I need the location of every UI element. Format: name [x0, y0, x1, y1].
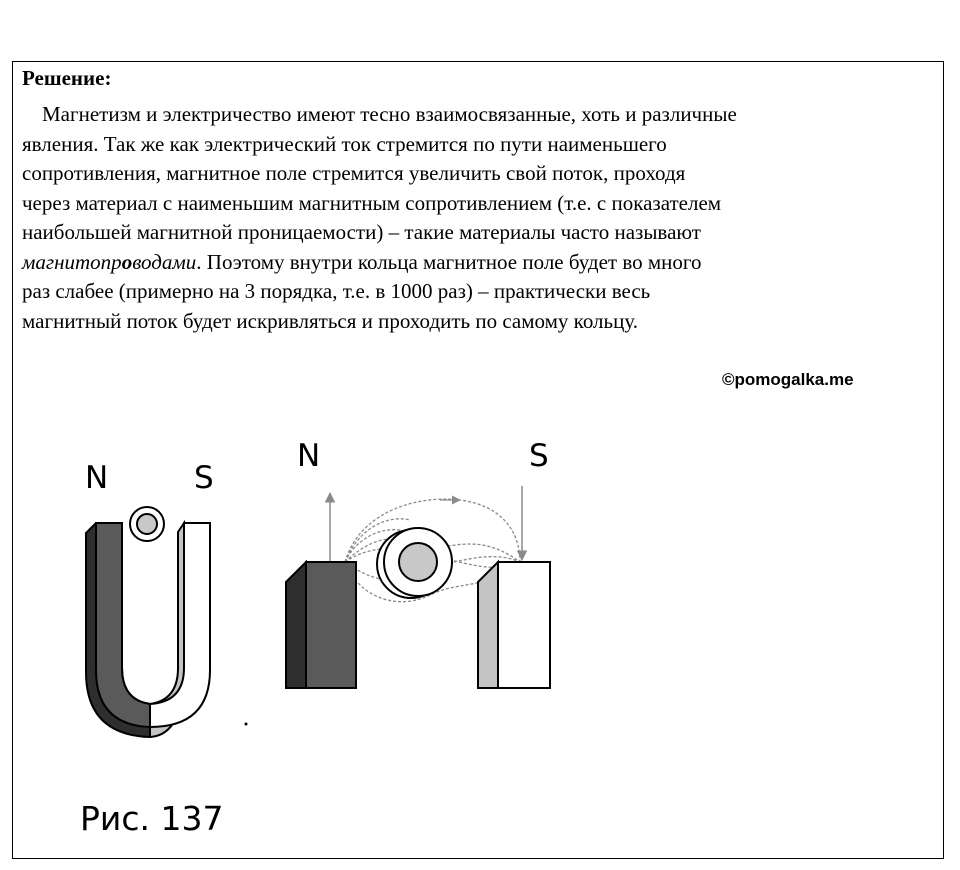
paragraph-line: раз слабее (примерно на 3 порядка, т.е. в 1000 раз) – практически весь	[22, 279, 651, 303]
bar-north-label: N	[297, 438, 321, 474]
paragraph-line: через материал с наименьшим магнитным сопротивлением (т.е. с показателем	[22, 190, 722, 215]
stray-dot	[245, 723, 248, 726]
u-ring-inner	[137, 514, 157, 534]
paragraph-line: Магнетизм и электричество имеют тесно взаимосвязанные, хоть и различные	[42, 102, 737, 126]
bar-magnets	[286, 438, 550, 688]
u-north-label: N	[85, 460, 109, 496]
paragraph-line: сопротивления, магнитное поле стремится увеличить свой поток, проходя	[22, 161, 686, 185]
north-bar-side	[286, 562, 306, 688]
paragraph-line: явления. Так же как электрический ток стремится по пути наименьшего	[22, 131, 667, 156]
italic-term: магнитопр	[22, 249, 122, 274]
paragraph-text: . Поэтому внутри кольца магнитное поле будет во много	[196, 249, 702, 274]
italic-bold-letter: о	[121, 249, 133, 274]
bar-south-label: S	[529, 438, 549, 474]
figure-caption: Рис. 137	[80, 799, 224, 838]
italic-term: водами	[132, 249, 197, 274]
watermark: ©pomogalka.me	[722, 370, 854, 389]
ring-inner	[399, 543, 437, 581]
u-magnet-north-face	[96, 523, 150, 727]
solution-heading: Решение:	[22, 66, 112, 90]
paragraph-line: наибольшей магнитной проницаемости) – такие материалы часто называют	[22, 220, 701, 244]
north-bar-face	[306, 562, 356, 688]
u-south-label: S	[194, 460, 214, 496]
paragraph-line: магнитный поток будет искривляться и проходить по самому кольцу.	[22, 308, 638, 333]
u-magnet	[85, 460, 214, 737]
south-bar-side	[478, 562, 498, 688]
south-bar-face	[498, 562, 550, 688]
